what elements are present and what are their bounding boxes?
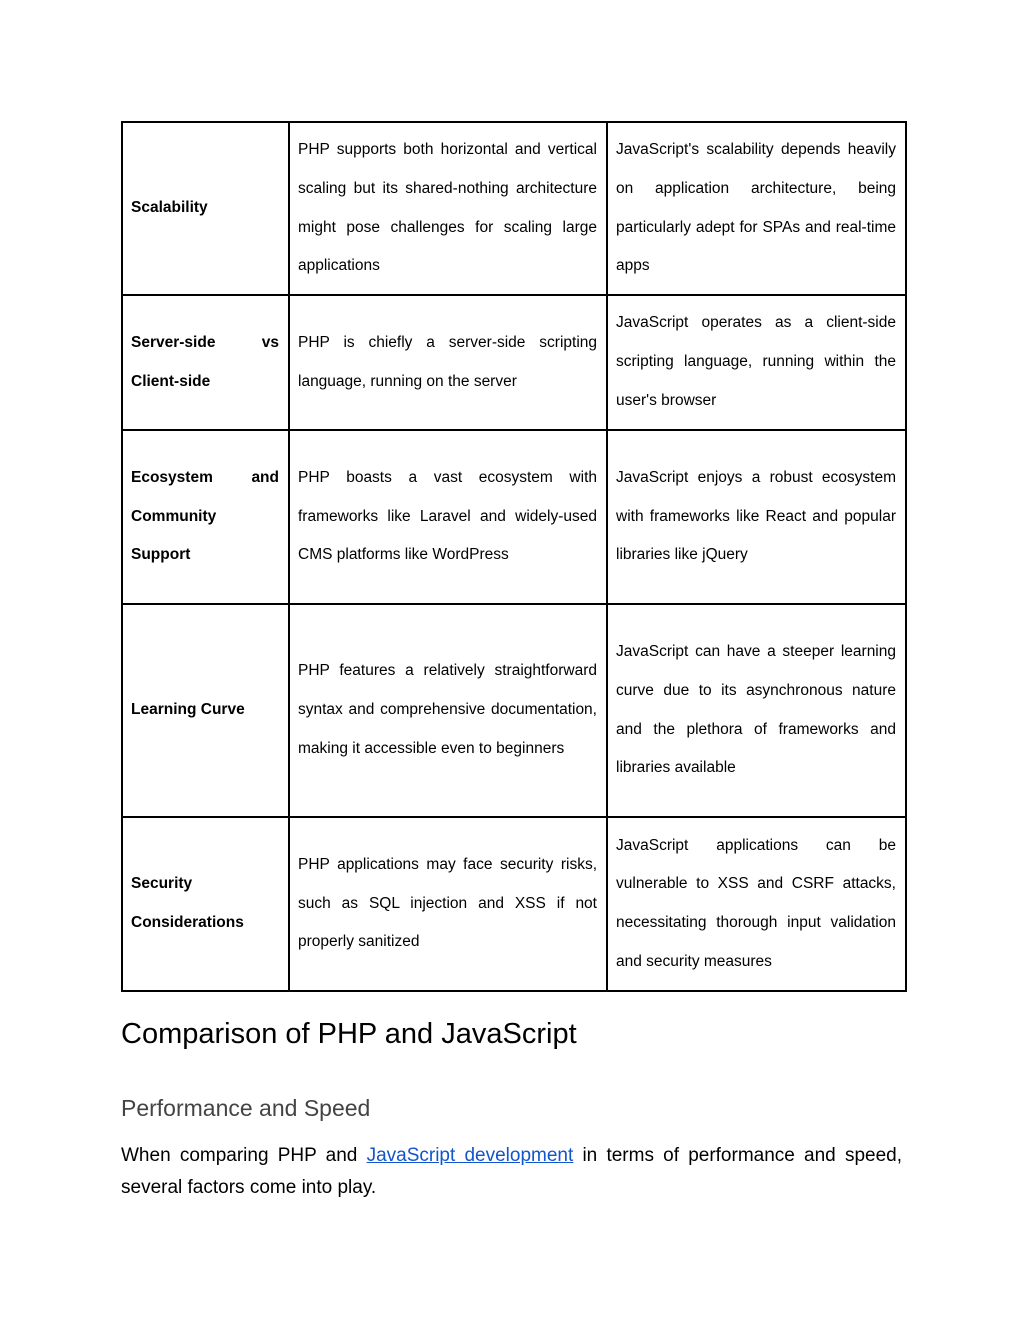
criterion-label: Server-side vs Client-side <box>131 333 279 390</box>
criterion-label: Security Considerations <box>131 875 244 931</box>
table-row <box>122 430 906 604</box>
js-cell <box>607 295 906 430</box>
php-description: PHP is chiefly a server-side scripting language, running on the server <box>298 333 597 390</box>
js-cell <box>607 122 906 295</box>
js-description: JavaScript operates as a client-side scripting language, running within the user's browser <box>616 314 896 409</box>
criterion-cell <box>122 430 289 604</box>
criterion-cell <box>122 122 289 295</box>
table-row <box>122 295 906 430</box>
js-description: JavaScript applications can be vulnerable to XSS and CSRF attacks, necessitating thorough input validation and security measures <box>616 836 896 970</box>
criterion-cell <box>122 295 289 430</box>
section-heading: Comparison of PHP and JavaScript <box>121 1018 577 1050</box>
criterion-cell <box>122 817 289 991</box>
criterion-label: Learning Curve <box>131 701 245 719</box>
criterion-label: Scalability <box>131 199 208 217</box>
php-description: PHP boasts a vast ecosystem with frameworks like Laravel and widely-used CMS platforms like WordPress <box>298 468 597 564</box>
js-cell <box>607 604 906 817</box>
paragraph-text-start: When comparing PHP and <box>121 1145 367 1166</box>
php-description: PHP applications may face security risks, such as SQL injection and XSS if not properly sanitized <box>298 855 597 951</box>
php-cell <box>289 295 607 430</box>
php-cell <box>289 604 607 817</box>
paragraph-text-end: in terms of performance and speed, several factors come into play. <box>121 1145 902 1198</box>
body-paragraph <box>121 1140 902 1204</box>
js-description: JavaScript's scalability depends heavily on application architecture, being particularly adept for SPAs and real-time apps <box>616 141 896 275</box>
php-cell <box>289 817 607 991</box>
subsection-heading: Performance and Speed <box>121 1095 371 1121</box>
comparison-table <box>121 121 907 992</box>
table-row <box>122 122 906 295</box>
criterion-label: Ecosystem and Community Support <box>131 468 279 564</box>
js-cell <box>607 430 906 604</box>
javascript-development-link[interactable]: JavaScript development <box>366 1145 574 1166</box>
php-cell <box>289 430 607 604</box>
js-description: JavaScript can have a steeper learning curve due to its asynchronous nature and the plethora of frameworks and libraries available <box>616 643 896 777</box>
js-description: JavaScript enjoys a robust ecosystem with frameworks like React and popular libraries like jQuery <box>616 468 896 564</box>
php-description: PHP supports both horizontal and vertical scaling but its shared-nothing architecture might pose challenges for scaling large applications <box>298 141 597 275</box>
php-cell <box>289 122 607 295</box>
table-row <box>122 817 906 991</box>
php-description: PHP features a relatively straightforward syntax and comprehensive documentation, making it accessible even to beginners <box>298 662 597 757</box>
criterion-cell <box>122 604 289 817</box>
table-row <box>122 604 906 817</box>
js-cell <box>607 817 906 991</box>
